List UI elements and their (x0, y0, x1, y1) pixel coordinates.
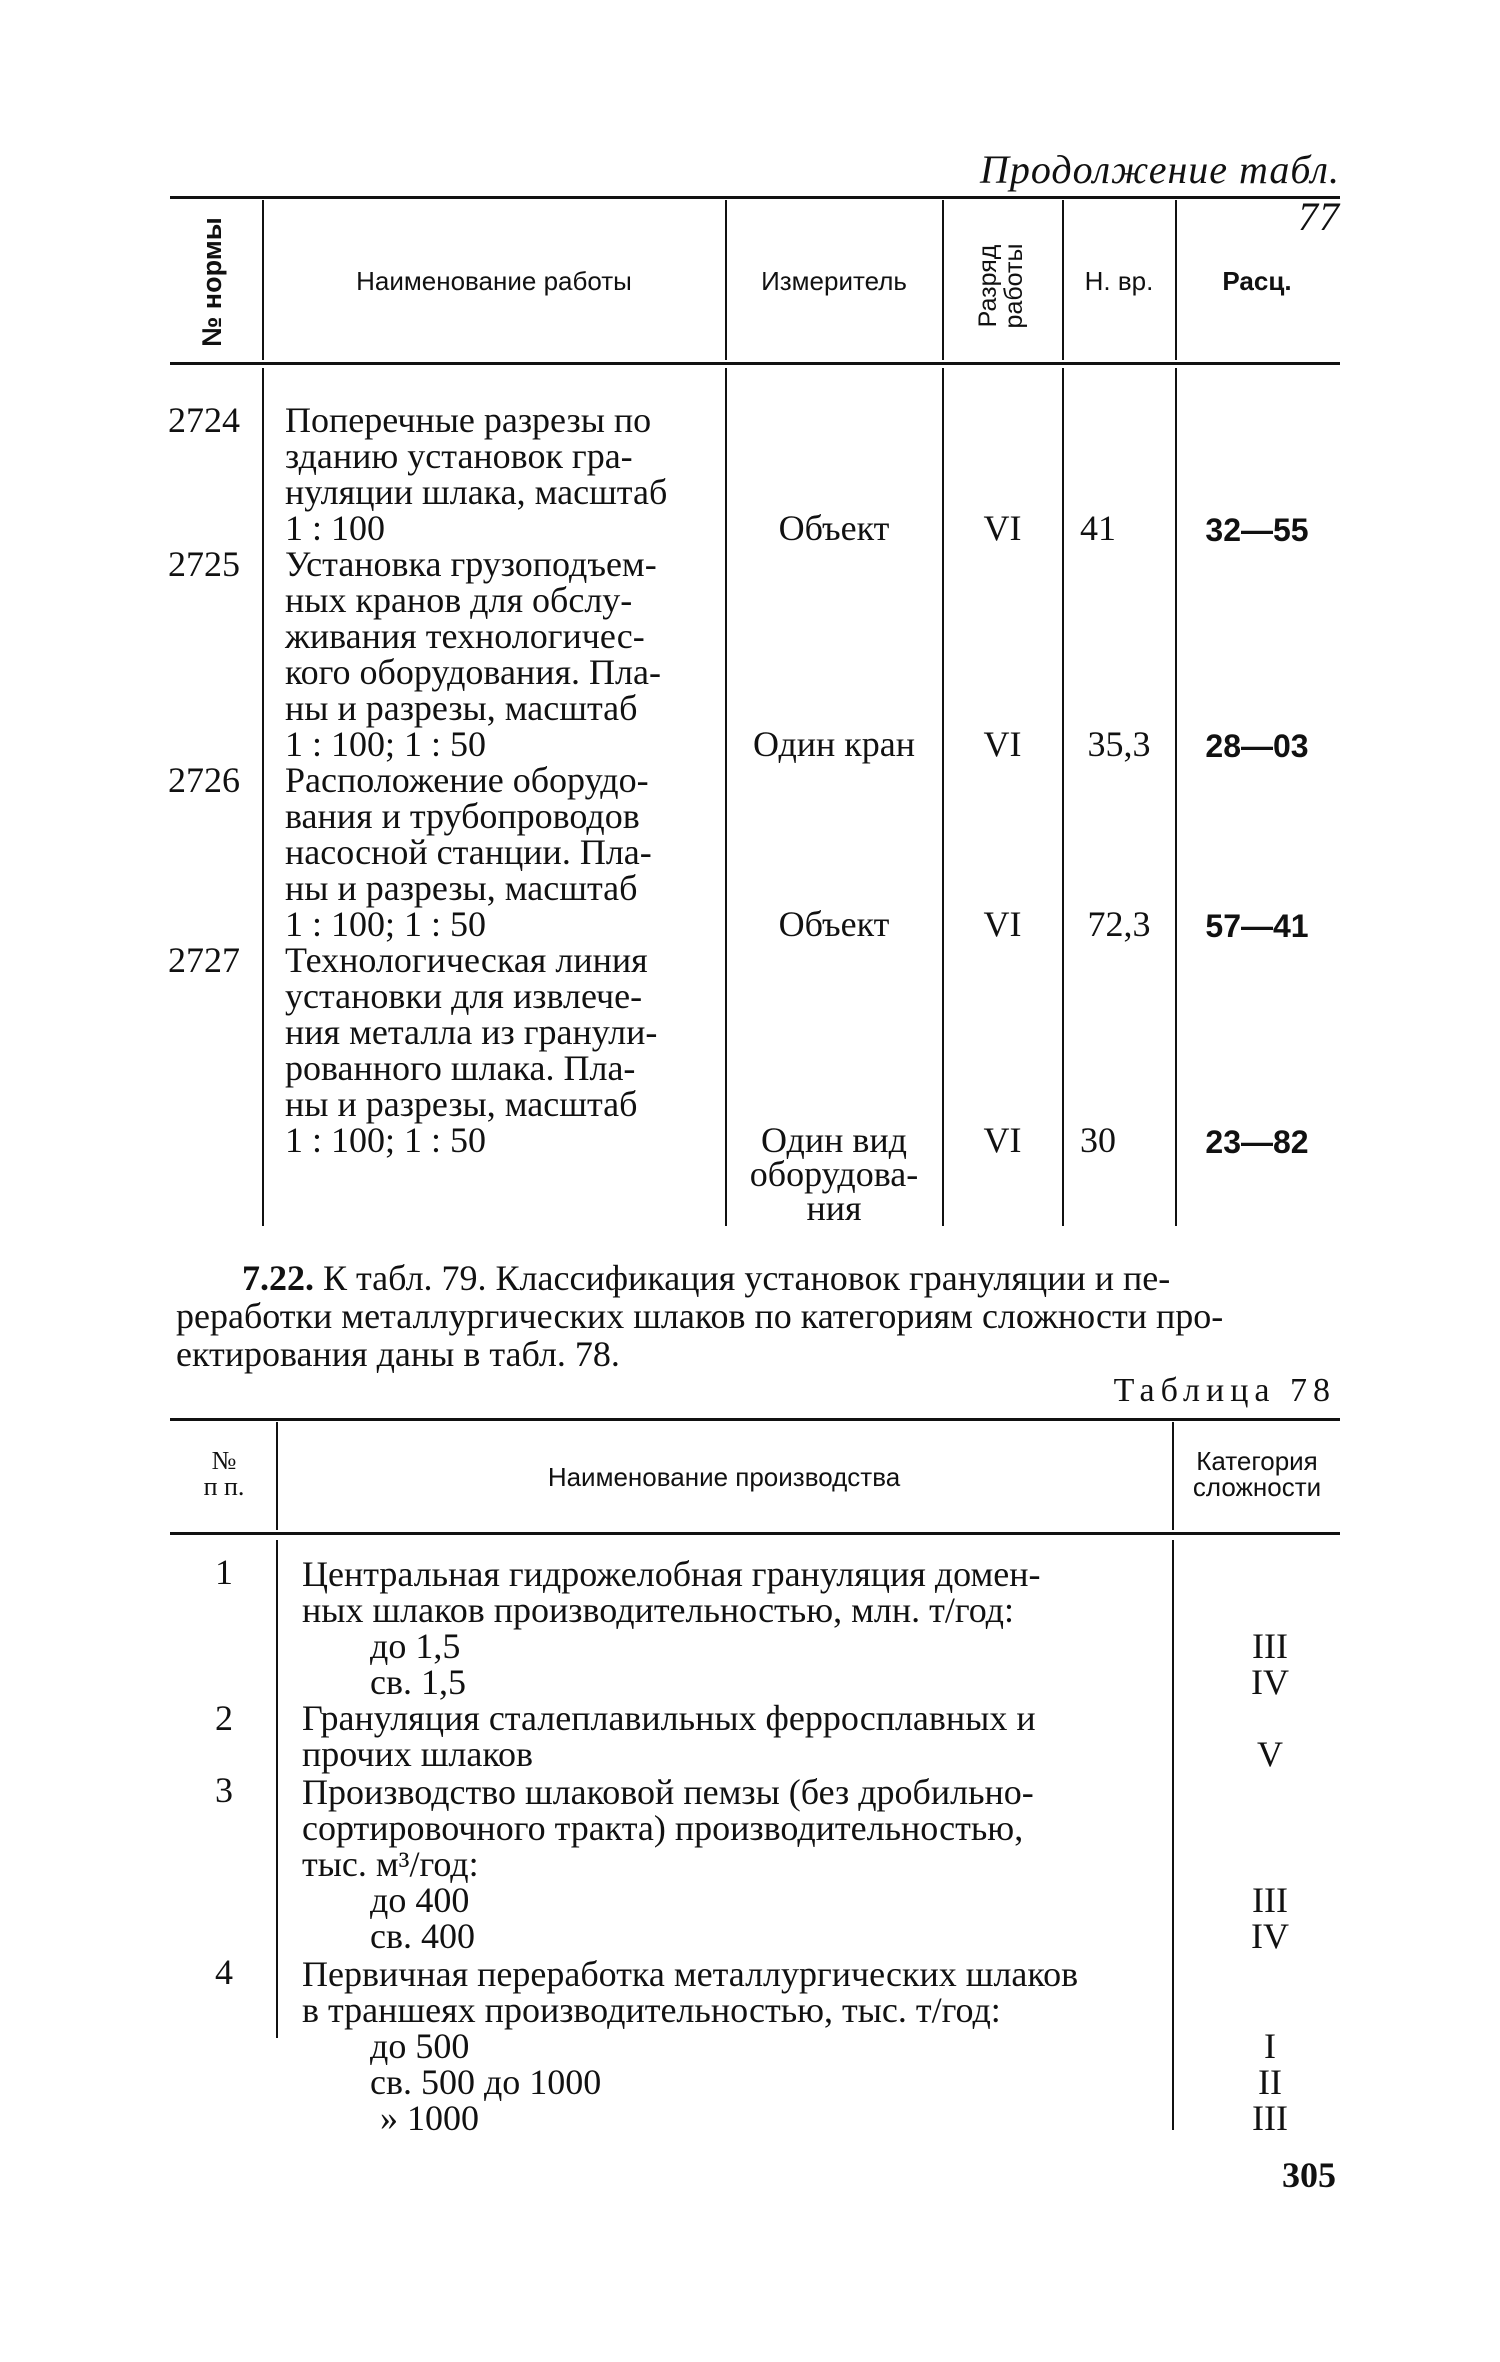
table78-header-rule (170, 1532, 1340, 1535)
t77-row-2726-unit: Объект (778, 904, 890, 944)
t77-row-2725-desc-4: кого оборудования. Пла- (285, 652, 661, 692)
paragraph-line-2: реработки металлургических шлаков по категориям сложности про- (176, 1296, 1224, 1336)
t78-row-1-sub-1-cat: III (1252, 1626, 1288, 1666)
t77-row-2725-desc-2: ных кранов для обслу- (285, 580, 633, 620)
t78-row-4-sub-1: до 500 (370, 2026, 470, 2066)
t77-body-sep-3 (942, 368, 944, 1226)
t77-row-2724-time: 41 (1080, 508, 1116, 548)
t78-row-3-sub-2: св. 400 (370, 1916, 475, 1956)
t78-row-3-sub-1-cat: III (1252, 1880, 1288, 1920)
t78-row-1-sub-1: до 1,5 (370, 1626, 461, 1666)
t77-header-time: Н. вр. (1084, 266, 1154, 296)
t77-row-2727-desc-1: Технологическая линия (285, 940, 648, 980)
t78-header-name: Наименование производства (547, 1462, 901, 1492)
t78-row-4-no: 4 (215, 1952, 233, 1992)
t78-row-3-line-3: тыс. м³/год: (302, 1844, 479, 1884)
t77-row-2724-desc-4: 1 : 100 (285, 508, 386, 548)
t78-row-3-sub-1: до 400 (370, 1880, 470, 1920)
page-number: 305 (1282, 2155, 1336, 2195)
t77-row-2725-desc-6: 1 : 100; 1 : 50 (285, 724, 487, 764)
t77-header-work-name: Наименование работы (356, 266, 632, 296)
t77-row-2727-no: 2727 (168, 940, 240, 980)
running-header: Продолжение табл. 77 (979, 147, 1340, 239)
t77-row-2727-desc-2: установки для извлече- (285, 976, 643, 1016)
t78-row-1-sub-2-cat: IV (1251, 1662, 1289, 1702)
t77-body-sep-2 (725, 368, 727, 1226)
t77-row-2724-unit: Объект (778, 508, 890, 548)
t77-hdr-sep-3 (942, 200, 944, 360)
t78-row-3-line-1: Производство шлаковой пемзы (без дробильно- (302, 1772, 1034, 1812)
t78-row-4-sub-3: » 1000 (380, 2098, 479, 2138)
t78-row-3-no: 3 (215, 1770, 233, 1810)
t77-row-2724-rate: 32—55 (1205, 512, 1309, 548)
t77-row-2727-rate: 23—82 (1205, 1124, 1309, 1160)
t77-header-grade: Разряд работы (974, 243, 1028, 329)
table78-top-rule (170, 1418, 1340, 1421)
paragraph-line-1-text: К табл. 79. Классификация установок грануляции и пе- (323, 1258, 1171, 1298)
t78-row-4-line-2: в траншеях производительностью, тыс. т/год: (302, 1990, 1001, 2030)
t77-row-2726-rate: 57—41 (1205, 908, 1309, 944)
table78-caption: Таблица 78 (1113, 1372, 1336, 1409)
t78-row-4-line-1: Первичная переработка металлургических шлаков (302, 1954, 1079, 1994)
t78-row-4-sub-2: св. 500 до 1000 (370, 2062, 602, 2102)
t78-row-4-sub-3-cat: III (1252, 2098, 1288, 2138)
t78-row-2-no: 2 (215, 1698, 233, 1738)
t77-row-2727-desc-3: ния металла из гранули- (285, 1012, 658, 1052)
t77-row-2726-no: 2726 (168, 760, 240, 800)
t78-row-2-line-1: Грануляция сталеплавильных ферросплавных и (302, 1698, 1036, 1738)
t78-body-sep-2 (1172, 1540, 1174, 2130)
t78-header-category-line-1: Категория (1196, 1446, 1318, 1476)
t77-row-2727-time: 30 (1080, 1120, 1116, 1160)
t77-row-2727-grade: VI (983, 1120, 1022, 1160)
t78-row-1-line-2: ных шлаков производительностью, млн. т/год: (302, 1590, 1015, 1630)
t77-row-2725-time: 35,3 (1087, 724, 1151, 764)
t78-row-1-line-1: Центральная гидрожелобная грануляция домен- (302, 1554, 1041, 1594)
t77-row-2726-desc-3: насосной станции. Пла- (285, 832, 652, 872)
t78-row-2-line-2: прочих шлаков (302, 1734, 534, 1774)
t78-body-sep-1 (276, 1540, 278, 2038)
t77-header-unit: Измеритель (761, 266, 907, 296)
t78-header-no-line-2: п п. (203, 1472, 245, 1501)
t78-row-1-sub-2: св. 1,5 (370, 1662, 466, 1702)
t78-header-category-line-2: сложности (1192, 1472, 1322, 1502)
t77-row-2725-rate: 28—03 (1205, 728, 1309, 764)
paragraph-number: 7.22. (242, 1258, 314, 1298)
t78-row-4-sub-1-cat: I (1264, 2026, 1276, 2066)
t77-row-2726-desc-1: Расположение оборудо- (285, 760, 649, 800)
paragraph-line-3: ектирования даны в табл. 78. (176, 1334, 620, 1374)
t77-body-sep-5 (1175, 368, 1177, 1226)
t78-row-3-sub-2-cat: IV (1251, 1916, 1289, 1956)
table77-header-rule (170, 362, 1340, 365)
table77-top-rule (170, 196, 1340, 199)
t77-row-2726-grade: VI (983, 904, 1022, 944)
t77-row-2725-grade: VI (983, 724, 1022, 764)
t77-row-2724-desc-1: Поперечные разрезы по (285, 400, 652, 440)
t78-row-1-no: 1 (215, 1552, 233, 1592)
t77-row-2725-unit: Один кран (752, 724, 916, 764)
t77-row-2727-unit-2: оборудова- (749, 1154, 919, 1194)
t77-header-rate: Расц. (1222, 266, 1292, 296)
t78-row-4-sub-2-cat: II (1258, 2062, 1282, 2102)
t77-row-2724-no: 2724 (168, 400, 240, 440)
t77-header-norm-no: № нормы (197, 217, 227, 347)
t78-header-no (172, 1448, 276, 1500)
t77-row-2725-desc-1: Установка грузоподъем- (285, 544, 657, 584)
t78-header-category (1174, 1448, 1340, 1500)
t77-row-2724-desc-2: зданию установок гра- (285, 436, 633, 476)
t77-row-2727-desc-5: ны и разрезы, масштаб (285, 1084, 638, 1124)
t77-row-2726-desc-5: 1 : 100; 1 : 50 (285, 904, 487, 944)
t77-row-2725-desc-3: живания технологичес- (285, 616, 645, 656)
t77-row-2727-desc-4: рованного шлака. Пла- (285, 1048, 636, 1088)
t77-row-2726-time: 72,3 (1087, 904, 1151, 944)
t77-body-sep-4 (1062, 368, 1064, 1226)
t78-row-3-line-2: сортировочного тракта) производительностью, (302, 1808, 1024, 1848)
t77-row-2726-desc-4: ны и разрезы, масштаб (285, 868, 638, 908)
t77-row-2726-desc-2: вания и трубопроводов (285, 796, 640, 836)
t77-body-sep-1 (262, 368, 264, 1226)
t78-row-2-cat: V (1257, 1734, 1283, 1774)
t77-row-2727-unit-3: ния (806, 1188, 862, 1228)
t78-header-no-line-1: № (211, 1446, 237, 1475)
t77-row-2727-desc-6: 1 : 100; 1 : 50 (285, 1120, 487, 1160)
t77-row-2725-no: 2725 (168, 544, 240, 584)
t77-row-2724-grade: VI (983, 508, 1022, 548)
t77-row-2724-desc-3: нуляции шлака, масштаб (285, 472, 668, 512)
paragraph-line-1 (176, 1260, 1334, 1296)
t77-row-2727-unit-1: Один вид (761, 1120, 907, 1160)
paragraph-7-22 (176, 1260, 1334, 1372)
t77-row-2725-desc-5: ны и разрезы, масштаб (285, 688, 638, 728)
